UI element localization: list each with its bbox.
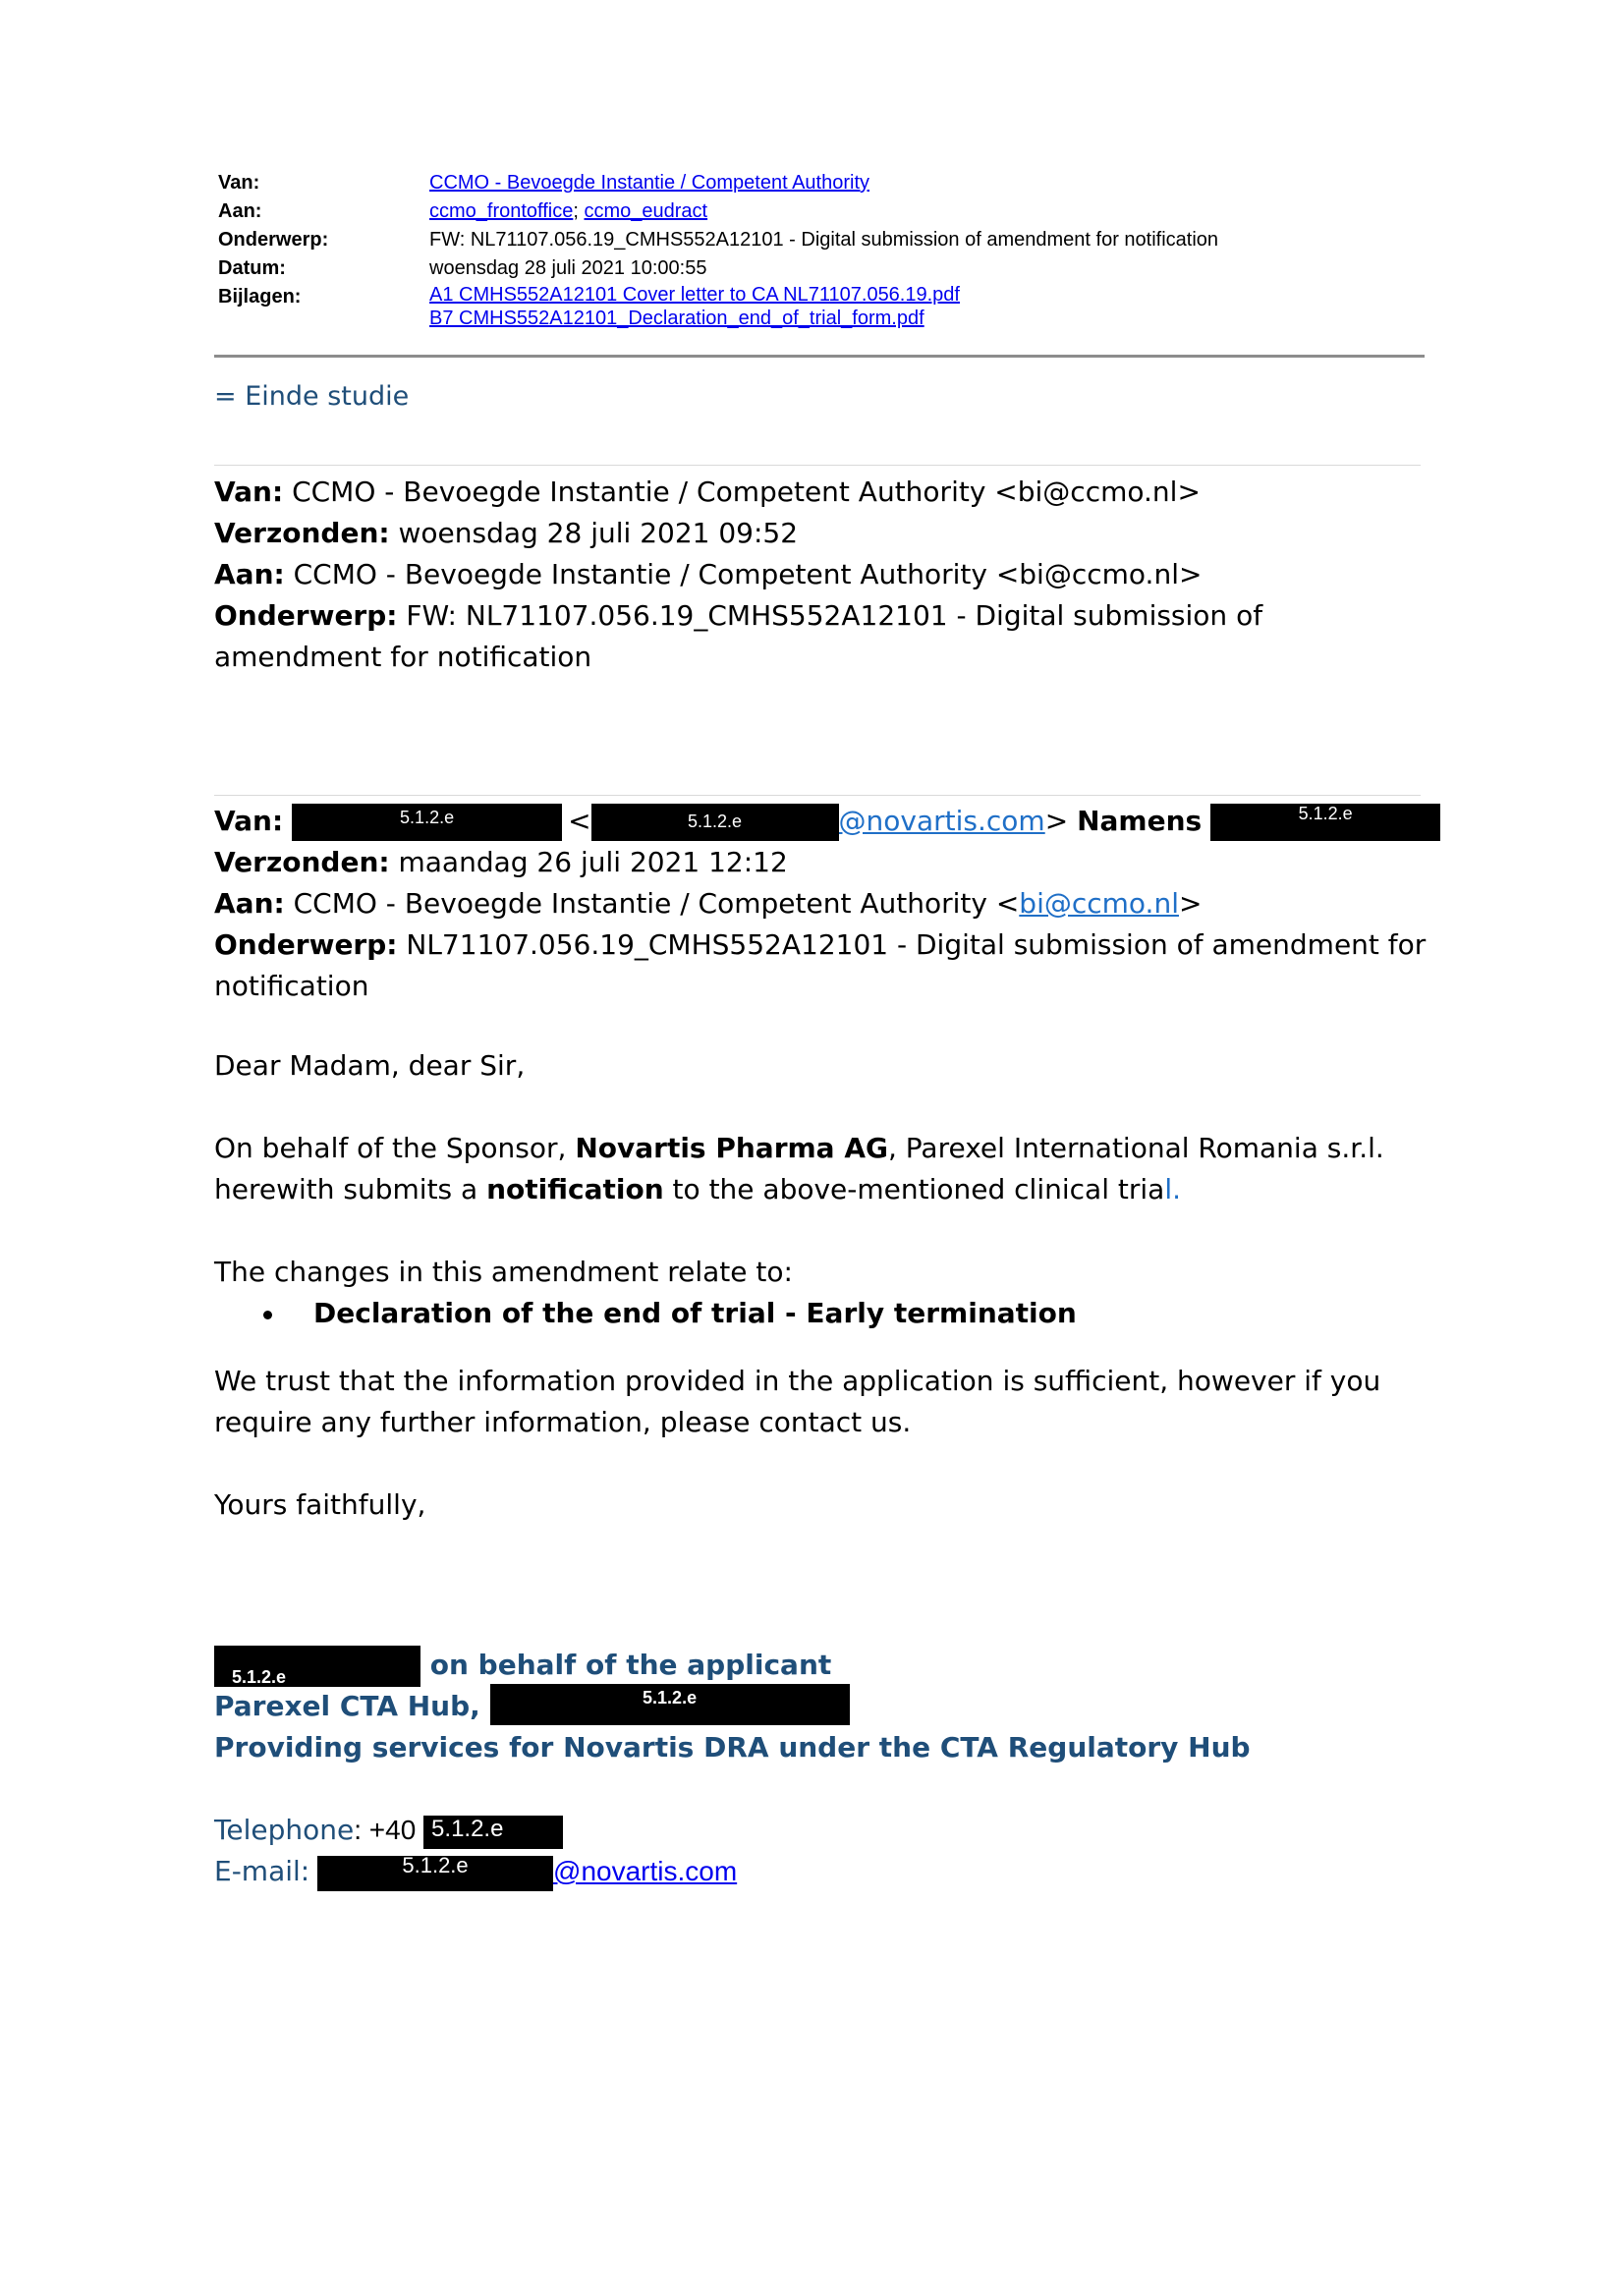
header-divider [214, 355, 1425, 358]
forward-block-2 [214, 801, 1432, 1007]
redaction-box: 5.1.2.e [214, 1646, 420, 1687]
signature-line-2: Parexel CTA Hub, 5.1.2.e [214, 1686, 850, 1727]
fw1-onderwerp-value: FW: NL71107.056.19_CMHS552A12101 - Digital submission of amendment for notification [214, 599, 1263, 673]
email-label: E-mail: [214, 1855, 310, 1887]
header-onderwerp-value: FW: NL71107.056.19_CMHS552A12101 - Digital submission of amendment for notification [429, 229, 1219, 251]
fw2-onderwerp-value: NL71107.056.19_CMHS552A12101 - Digital submission of amendment for notification [214, 928, 1427, 1002]
fw2-aan-email-link[interactable]: bi@ccmo.nl [1019, 887, 1179, 920]
bullet-item [263, 1293, 1077, 1334]
header-onderwerp-row [218, 226, 1427, 254]
redaction-box: 5.1.2.e [490, 1684, 850, 1725]
fw2-aan-label: Aan: [214, 887, 285, 920]
header-datum-label: Datum: [218, 257, 286, 279]
header-aan-link-eudract[interactable]: ccmo_eudract [584, 200, 708, 222]
fw2-verzonden-label: Verzonden: [214, 846, 390, 878]
redaction-box: 5.1.2.e [292, 804, 562, 841]
fw2-aan-suffix: > [1178, 887, 1203, 920]
header-aan-label: Aan: [218, 200, 262, 222]
header-aan-link-frontoffice[interactable]: ccmo_frontoffice [429, 200, 574, 222]
header-onderwerp-label: Onderwerp: [218, 229, 329, 251]
redaction-box: 5.1.2.e [317, 1856, 553, 1891]
letter-paragraph-2: The changes in this amendment relate to: [214, 1256, 793, 1288]
header-datum-value: woensdag 28 juli 2021 10:00:55 [429, 257, 707, 279]
attachment-cover-letter-link[interactable]: A1 CMHS552A12101 Cover letter to CA NL71107.056.19.pdf [429, 284, 960, 306]
fw2-lt: < [568, 805, 591, 837]
fw2-namens-label: Namens [1077, 805, 1203, 837]
fw2-van-label: Van: [214, 805, 284, 837]
email-link[interactable]: @novartis.com [553, 1856, 738, 1886]
fw1-verzonden-value: woensdag 28 juli 2021 09:52 [398, 517, 799, 549]
fw2-gt: > [1044, 805, 1069, 837]
forward-divider-2 [214, 795, 1421, 796]
signature-line-1: 5.1.2.e on behalf of the applicant [214, 1645, 831, 1687]
letter-paragraph-1: On behalf of the Sponsor, Novartis Pharma AG, Parexel International Romania s.r.l. herewith submits a notification to the above-mentioned clinical trial. [214, 1132, 1384, 1205]
letter-greeting: Dear Madam, dear Sir, [214, 1049, 526, 1082]
forward-block-1 [214, 472, 1432, 678]
fw1-aan-label: Aan: [214, 558, 285, 590]
header-van-link[interactable]: CCMO - Bevoegde Instantie / Competent Authority [429, 172, 869, 194]
fw2-email-link[interactable]: @novartis.com [838, 805, 1045, 837]
header-aan-row [218, 197, 1427, 226]
telephone-label: Telephone [214, 1814, 355, 1846]
fw2-aan-prefix: CCMO - Bevoegde Instantie / Competent Authority < [293, 887, 1020, 920]
redaction-box: 5.1.2.e [423, 1816, 563, 1849]
letter-closing: Yours faithfully, [214, 1488, 426, 1521]
bullet-dot [263, 1311, 272, 1319]
redaction-box: 5.1.2.e [1210, 804, 1440, 841]
bullet-text: Declaration of the end of trial - Early termination [313, 1297, 1077, 1329]
email-header [218, 169, 1427, 330]
header-bijlagen-label: Bijlagen: [218, 286, 302, 308]
contact-email [214, 1851, 737, 1892]
fw1-van-value: CCMO - Bevoegde Instantie / Competent Authority <bi@ccmo.nl> [292, 476, 1201, 508]
note-einde-studie: = Einde studie [214, 381, 410, 412]
header-van-label: Van: [218, 172, 260, 194]
signature-line-3: Providing services for Novartis DRA under the CTA Regulatory Hub [214, 1731, 1251, 1764]
letter-paragraph-3: We trust that the information provided in the application is sufficient, however if you require any further information, please contact us. [214, 1365, 1381, 1438]
fw2-verzonden-value: maandag 26 juli 2021 12:12 [398, 846, 788, 878]
fw1-van-label: Van: [214, 476, 284, 508]
telephone-value: +40 [368, 1815, 417, 1845]
fw2-onderwerp-label: Onderwerp: [214, 928, 398, 961]
header-bijlagen-row [218, 283, 1427, 330]
attachment-declaration-form-link[interactable]: B7 CMHS552A12101_Declaration_end_of_trial_form.pdf [429, 308, 924, 329]
redaction-box: 5.1.2.e [591, 804, 839, 841]
contact-telephone: Telephone: +40 5.1.2.e [214, 1810, 563, 1851]
fw1-onderwerp-label: Onderwerp: [214, 599, 398, 632]
header-van-row [218, 169, 1427, 197]
fw1-aan-value: CCMO - Bevoegde Instantie / Competent Authority <bi@ccmo.nl> [293, 558, 1203, 590]
fw1-verzonden-label: Verzonden: [214, 517, 390, 549]
header-datum-row [218, 254, 1427, 283]
header-aan-separator: ; [573, 200, 579, 222]
forward-divider-1 [214, 465, 1421, 466]
